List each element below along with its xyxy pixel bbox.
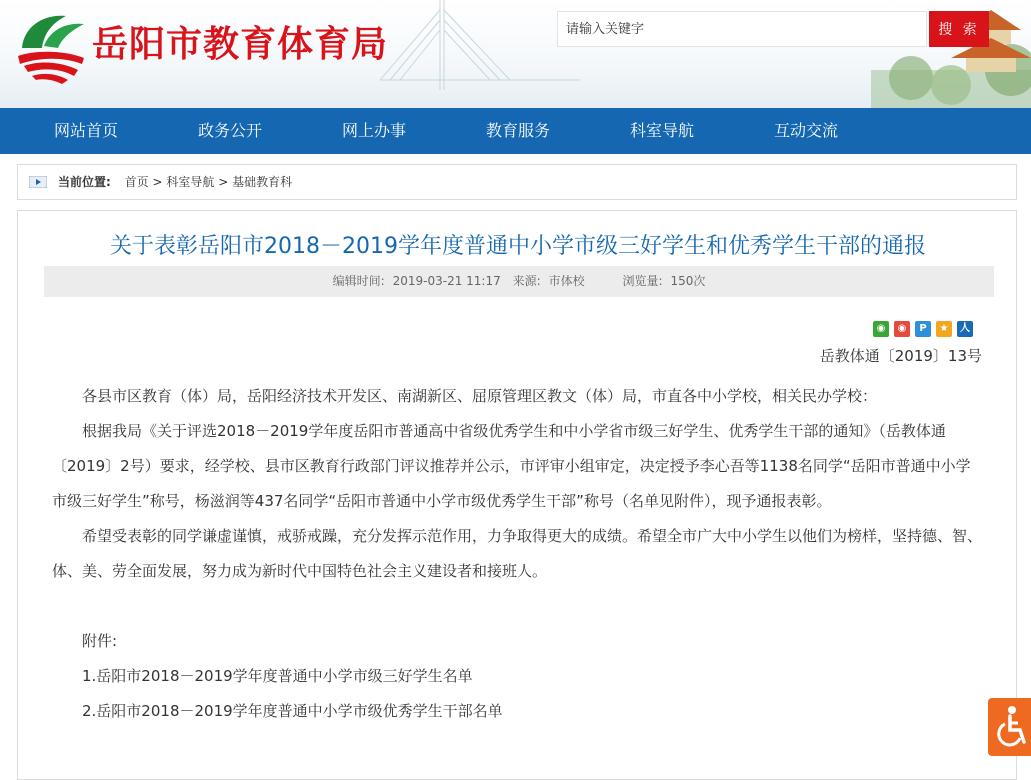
meta-source-label: 来源: bbox=[512, 274, 541, 288]
share-bar bbox=[868, 316, 973, 332]
weibo-icon[interactable]: ◉ bbox=[894, 321, 910, 337]
main-nav bbox=[0, 108, 1031, 154]
site-header bbox=[0, 0, 1031, 108]
breadcrumb-link-department-nav[interactable]: 科室导航 bbox=[166, 175, 215, 189]
search-input[interactable] bbox=[557, 11, 927, 47]
meta-source: 市体校 bbox=[548, 274, 585, 288]
paragraph-main: 根据我局《关于评选2018－2019学年度岳阳市普通高中省级优秀学生和中小学省市级三好学生、优秀学生干部的通知》（岳教体通〔2019〕2号）要求，经学校、县市区教育行政部门评议推荐并公示，市评审小组审定，决定授予李心吾等1138名同学“岳阳市普通中小学市级三好学生”称号，杨滋润等437名同学“岳阳市普通中小学市级优秀学生干部”称号（名单见附件），现予通报表彰。 bbox=[52, 422, 971, 510]
paragraph-hope: 希望受表彰的同学谦虚谨慎，戒骄戒躁，充分发挥示范作用，力争取得更大的成绩。希望全市广大中小学生以他们为榜样，坚持德、智、体、美、劳全面发展，努力成为新时代中国特色社会主义建设者和接班人。 bbox=[52, 527, 983, 580]
breadcrumb-link-home[interactable]: 首页 bbox=[124, 175, 149, 189]
document-number: 岳教体通〔2019〕13号 bbox=[819, 347, 982, 365]
nav-item-department-nav[interactable]: 科室导航 bbox=[630, 121, 695, 140]
article-title: 关于表彰岳阳市2018－2019学年度普通中小学市级三好学生和优秀学生干部的通报 bbox=[110, 234, 926, 259]
wechat-icon[interactable]: ◉ bbox=[873, 321, 889, 337]
meta-views: 150次 bbox=[670, 274, 706, 288]
meta-time-label: 编辑时间: bbox=[332, 274, 385, 288]
article-body bbox=[52, 379, 984, 729]
paragraph-spacer bbox=[52, 589, 984, 624]
breadcrumb-label: 当前位置: bbox=[58, 175, 111, 189]
play-arrow-icon bbox=[29, 176, 47, 188]
attachments-label: 附件: bbox=[82, 632, 118, 650]
attachment-link[interactable]: 2.岳阳市2018－2019学年度普通中小学市级优秀学生干部名单 bbox=[82, 702, 503, 720]
article-meta bbox=[44, 266, 994, 297]
article-container bbox=[17, 210, 1017, 780]
nav-item-home[interactable]: 网站首页 bbox=[54, 121, 119, 140]
meta-views-label: 浏览量: bbox=[622, 274, 663, 288]
paragraph-addressee: 各县市区教育（体）局，岳阳经济技术开发区、南湖新区、屈原管理区教文（体）局，市直各中小学校，相关民办学校： bbox=[82, 387, 878, 405]
site-title: 岳阳市教育体育局 bbox=[92, 23, 389, 65]
wheelchair-icon bbox=[988, 698, 1031, 756]
nav-item-government-affairs[interactable]: 政务公开 bbox=[198, 121, 263, 140]
attachment-link[interactable]: 1.岳阳市2018－2019学年度普通中小学市级三好学生名单 bbox=[82, 667, 473, 685]
bridge-decoration-icon bbox=[380, 0, 580, 100]
breadcrumb bbox=[17, 164, 1017, 200]
meta-time: 2019-03-21 11:17 bbox=[392, 274, 501, 288]
search-bar bbox=[557, 11, 989, 49]
qq-icon[interactable]: ★ bbox=[936, 321, 952, 337]
breadcrumb-separator: > bbox=[218, 175, 229, 189]
nav-item-education-services[interactable]: 教育服务 bbox=[486, 121, 551, 140]
accessibility-button[interactable] bbox=[988, 698, 1031, 756]
breadcrumb-separator: > bbox=[152, 175, 163, 189]
renren-icon[interactable]: 人 bbox=[957, 321, 973, 337]
qzone-icon[interactable]: P bbox=[915, 321, 931, 337]
nav-item-interaction[interactable]: 互动交流 bbox=[774, 121, 839, 140]
breadcrumb-text bbox=[58, 165, 292, 199]
search-button[interactable]: 搜 索 bbox=[929, 11, 989, 47]
nav-item-online-services[interactable]: 网上办事 bbox=[342, 121, 407, 140]
bureau-logo-icon bbox=[14, 8, 88, 84]
breadcrumb-link-basic-education[interactable]: 基础教育科 bbox=[232, 175, 293, 189]
